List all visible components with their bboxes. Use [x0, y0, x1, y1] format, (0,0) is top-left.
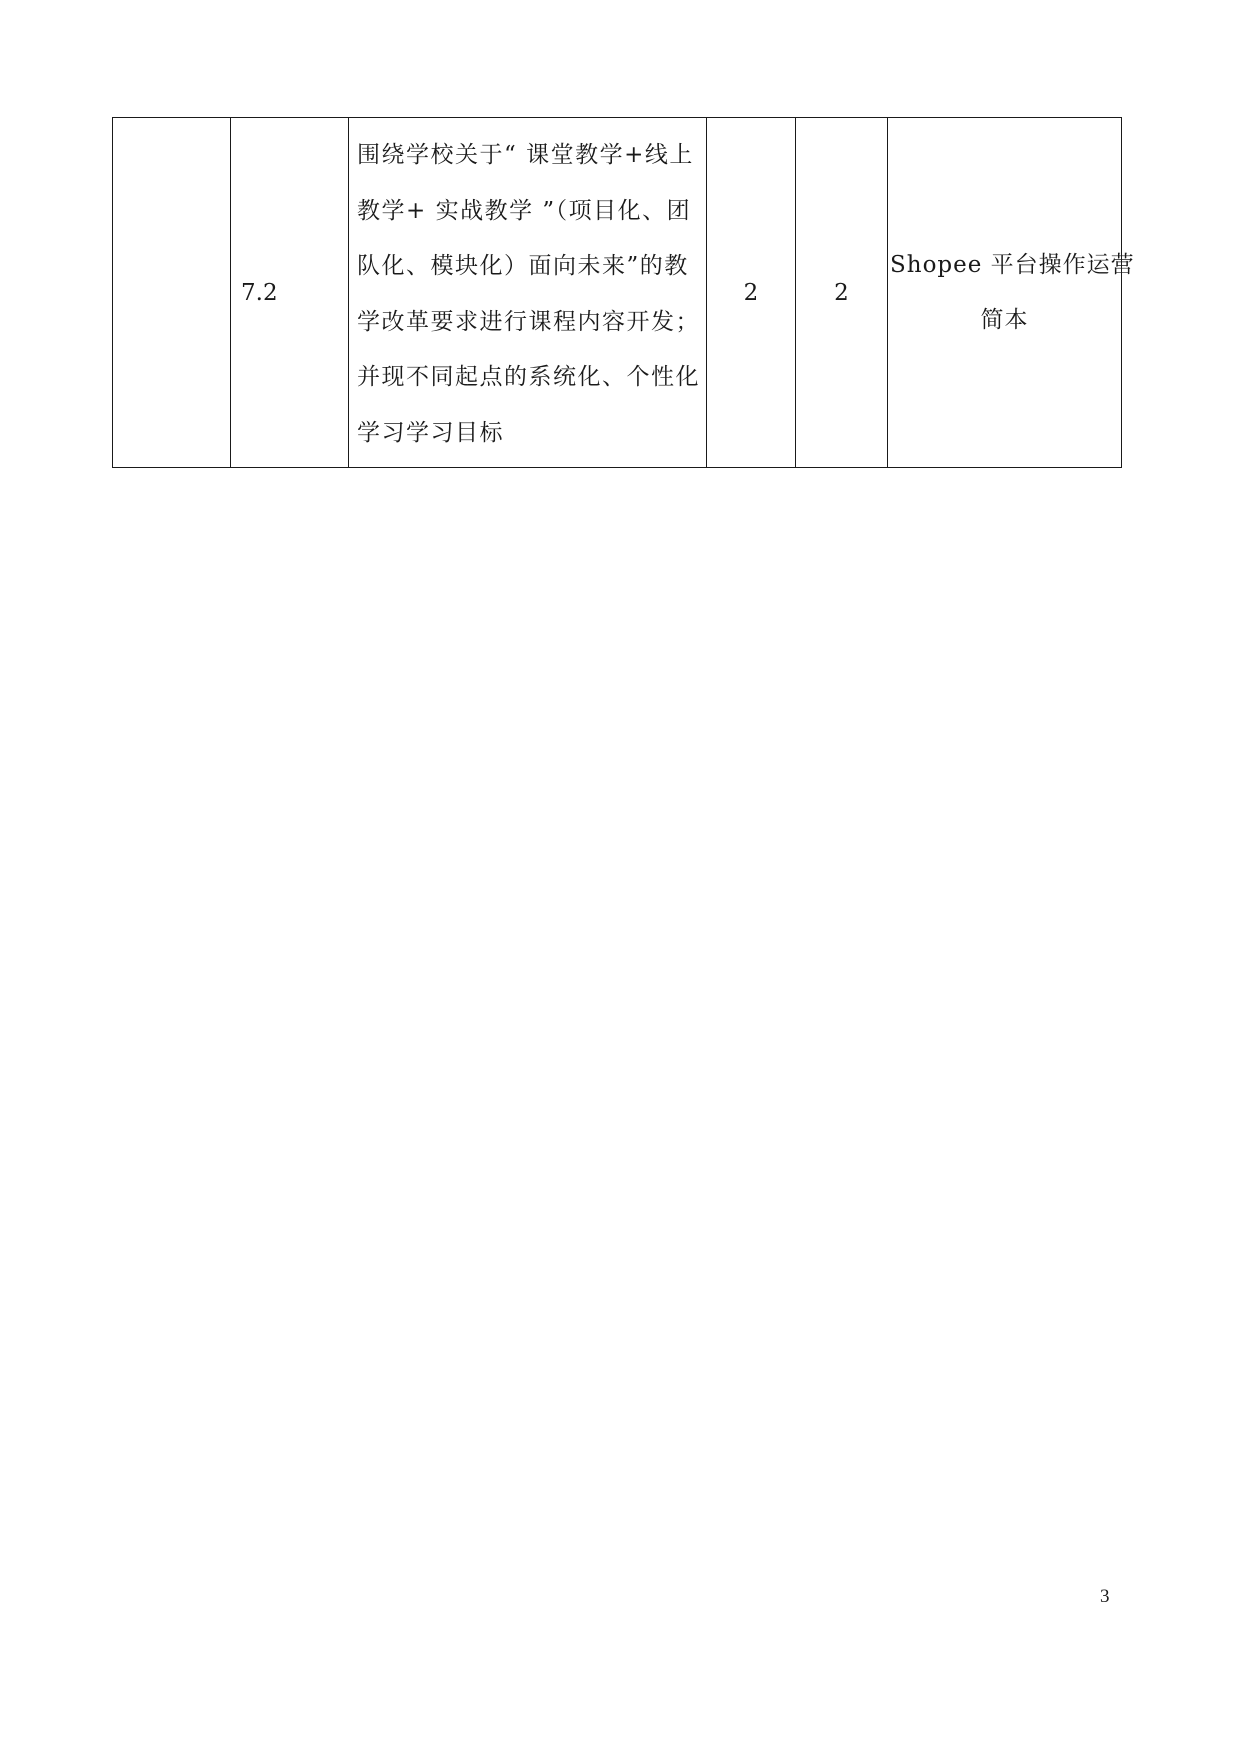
content-line: 学习学习目标	[357, 419, 504, 446]
textbook-line: Shopee 平台操作运营	[890, 251, 1135, 278]
textbook-line: 简本	[980, 306, 1029, 333]
table-cell-textbook	[888, 118, 1135, 468]
course-table	[112, 117, 1135, 468]
content-line: 队化、模块化）面向未来”的教	[357, 253, 689, 279]
table-cell-content	[349, 118, 707, 468]
table-cell-credits: 2	[796, 118, 888, 468]
page-number: 3	[1100, 1586, 1110, 1607]
content-line: 并现不同起点的系统化、个性化	[357, 364, 700, 390]
content-line: 教学+ 实战教学 ”（项目化、团	[357, 197, 692, 224]
content-line: 围绕学校关于“ 课堂教学+线上	[357, 142, 694, 168]
table-row	[113, 118, 1122, 468]
table-cell-hours: 2	[707, 118, 796, 468]
table-cell-blank	[113, 118, 231, 468]
content-line: 学改革要求进行课程内容开发；	[357, 308, 700, 335]
table-cell-item-number: 7.2	[231, 118, 349, 468]
